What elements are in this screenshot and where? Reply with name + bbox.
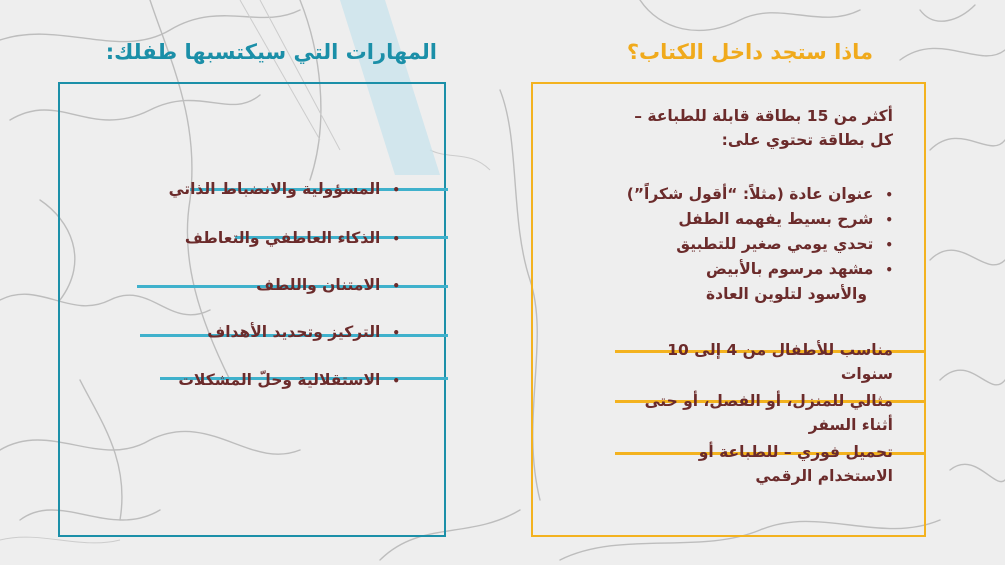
skill-item: •المسؤولية والانضباط الذاتي bbox=[168, 180, 400, 198]
feature-item: •مشهد مرسوم بالأبيض bbox=[705, 260, 893, 278]
feature-item: •شرح بسيط يفهمه الطفل bbox=[678, 210, 893, 228]
skills-title: المهارات التي سيكتسبها طفلك: bbox=[105, 40, 437, 64]
skills-box bbox=[58, 82, 446, 537]
cards-intro: أكثر من 15 بطاقة قابلة للطباعة – كل بطاقة تحتوي على: bbox=[634, 107, 893, 149]
book-contents-title: ماذا ستجد داخل الكتاب؟ bbox=[626, 40, 873, 64]
feature-continuation: والأسود لتلوين العادة bbox=[706, 285, 867, 303]
feature-list bbox=[627, 182, 893, 306]
skill-item: •الامتنان واللطف bbox=[256, 276, 400, 294]
feature-item: •تحدي يومي صغير للتطبيق bbox=[676, 235, 893, 253]
skill-item: •الاستقلالية وحلّ المشكلات bbox=[178, 371, 400, 389]
download-note: تحميل فوري – للطباعة أو الاستخدام الرقمي bbox=[698, 443, 893, 485]
skill-item: •التركيز وتحديد الأهداف bbox=[207, 323, 400, 341]
skill-item: •الذكاء العاطفي والتعاطف bbox=[184, 229, 400, 247]
usage-note: مثالي للمنزل، أو الفصل، أو حتى أثناء السفر bbox=[644, 392, 893, 434]
age-note: مناسب للأطفال من 4 إلى 10 سنوات bbox=[667, 341, 893, 383]
feature-item: •عنوان عادة (مثلاً: “أقول شكراً”) bbox=[626, 185, 893, 203]
